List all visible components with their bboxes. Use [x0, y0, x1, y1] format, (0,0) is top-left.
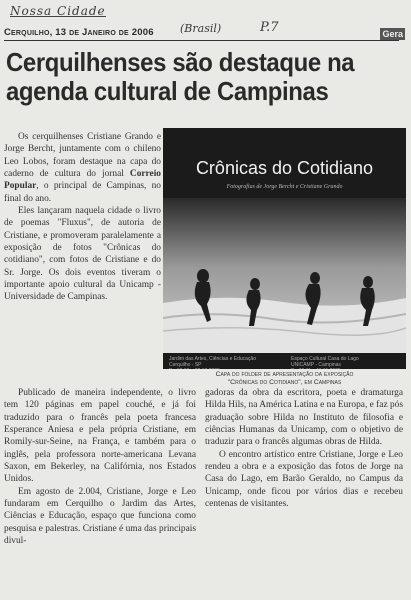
caption-line: Capa do folder de apresentação da exposição — [215, 371, 354, 378]
caption-line: "Crônicas do Cotidiano", em Campinas — [227, 379, 342, 386]
handwritten-page-number: P.7 — [260, 20, 279, 35]
folder-venue-left — [169, 356, 279, 369]
beach-photo — [163, 198, 406, 353]
folder-venue-right — [291, 356, 401, 369]
venue-city: UNICAMP - Campinas — [291, 362, 341, 368]
article-paragraph: Em agosto de 2.004, Cristiane, Jorge e Leo fundaram em Cerquilho o Jardim das Artes, Ciências e Educação, espaço que funciona como pesquisa e palestras. Cristiane é uma das principais divul- — [4, 486, 196, 547]
dateline: Cerquilho, 13 de Janeiro de 2006 — [4, 27, 154, 38]
section-tag: Gera — [382, 29, 403, 39]
article-column-3 — [205, 387, 403, 510]
article-column-2 — [4, 387, 196, 547]
article-paragraph: O encontro artístico entre Cristiane, Jorge e Leo rendeu a obra e a exposição das fotos de Jorge na Casa do Lago, em Barão Geraldo, no Campus da Unicamp, onde ficou por vários dias e recebeu centenas de visitantes. — [205, 449, 403, 510]
article-paragraph: Eles lançaram naquela cidade o livro de poemas "Fluxus", de autoria de Cristiane, e promoveram paralelamente a exposição de fotos "Crônicas do cotidiano", com fotos de Cristiane e do Sr. Jorge. Os dois eventos tiveram o importante apoio cultural da Unicamp - Universidade de Campinas. — [4, 206, 161, 303]
folder-title: Crônicas do Cotidiano — [195, 158, 374, 178]
paragraph-text: , o principal de Campinas, no final do ano. — [4, 181, 161, 204]
venue-dates — [169, 368, 279, 369]
handwritten-source-note: (Brasil) — [180, 22, 222, 35]
handwritten-paper-name: Nossa Cidade — [10, 4, 106, 18]
paragraph-text: Os cerquilhenses Cristiane Grando e Jorge Bercht, juntamente com o chileno Leo Lobos, foram destaque na capa do caderno de cultura do jornal — [4, 132, 161, 180]
folder-subtitle: Fotografias de Jorge Bercht e Cristiane Grando — [226, 184, 343, 190]
image-caption — [163, 371, 406, 387]
article-paragraph: Publicado de maneira independente, o livro tem 120 páginas em papel couché, e já foi traduzido para o francês pela poeta francesa Esperance Aniesa e pela própria Cristiane, em Romily-sur-Seine, na França, e também para o inglês, pela professora norte-americana Levana Saxon, em Bekerley, na Califórnia, nos Estados Unidos. — [4, 388, 196, 485]
headline: Cerquilhenses são destaque na agenda cultural de Campinas — [6, 47, 355, 106]
exhibition-folder-image — [163, 128, 406, 369]
article-paragraph — [4, 131, 161, 205]
article-paragraph: gadoras da obra da escritora, poeta e dramaturga Hilda Hils, na América Latina e na Europa, e faz pós graduação sobre Hilda no Instituto de filosofia e ciências Humanas da Unicamp, com o objetivo de traduzir para o francês algumas obras de Hilda. — [205, 388, 403, 448]
article-column-1 — [4, 131, 161, 304]
venue-name: Jardim das Artes, Ciências e Educação — [169, 356, 256, 362]
newspaper-name: Correio Popular — [4, 169, 161, 192]
header-rule — [4, 40, 399, 41]
venue-dates — [291, 368, 401, 369]
venue-name: Espaço Cultural Casa do Lago — [291, 356, 359, 362]
venue-city: Cerquilho - SP — [169, 362, 202, 368]
